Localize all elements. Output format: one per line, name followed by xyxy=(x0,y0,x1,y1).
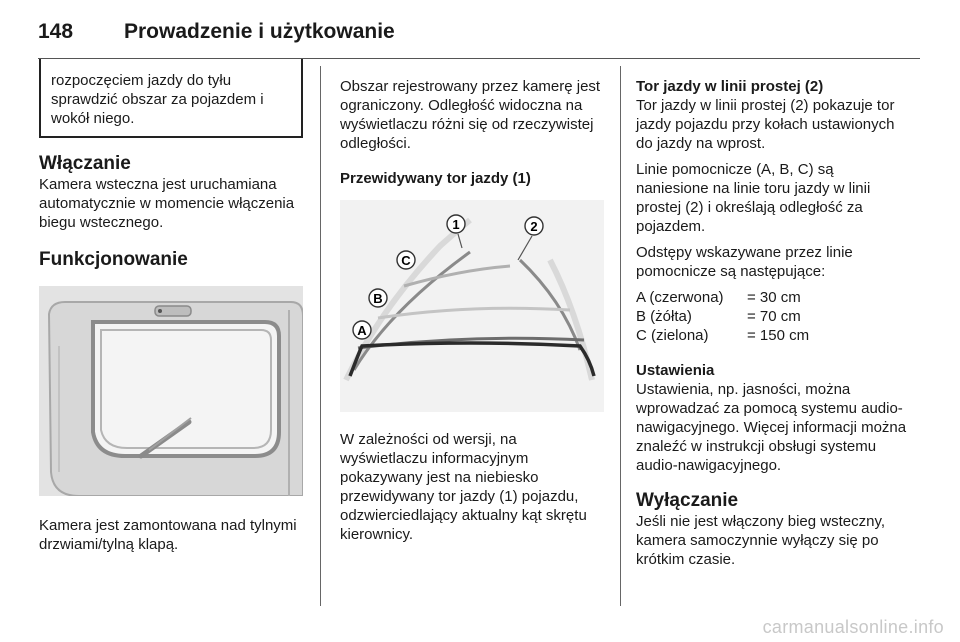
heading-predicted-path: Przewidywany tor jazdy (1) xyxy=(340,170,531,187)
page-header xyxy=(38,14,918,54)
distance-value: = 150 cm xyxy=(747,327,810,344)
settings-text: Ustawienia, np. jasności, można wprowadzać za pomocą systemu audio-nawigacyjnego. Więcej informacji można znaleźć w instrukcji obsługi systemu audio-nawigacyjnego. xyxy=(636,381,907,474)
heading-settings: Ustawienia xyxy=(636,362,715,379)
distance-row-a xyxy=(636,288,908,307)
column-middle xyxy=(340,77,608,551)
page-number: 148 xyxy=(38,20,74,43)
distance-label: A (czerwona) xyxy=(636,289,724,306)
column-right xyxy=(636,77,908,576)
label-1: 1 xyxy=(452,217,460,232)
heading-function: Funkcjonowanie xyxy=(39,249,188,270)
recorded-area-text: Obszar rejestrowany przez kamerę jest ograniczony. Odległość widoczna na wyświetlaczu różni się od rzeczywistej odległości. xyxy=(340,78,601,152)
caution-note-text: rozpoczęciem jazdy do tyłu sprawdzić obszar za pojazdem i wokół niego. xyxy=(51,72,264,127)
switch-off-text: Jeśli nie jest włączony bieg wsteczny, kamera samoczynnie wyłączy się po krótkim czasie. xyxy=(636,513,885,568)
distance-row-b xyxy=(636,307,908,326)
straight-path-text: Tor jazdy w linii prostej (2) pokazuje tor jazdy pojazdu przy kołach ustawionych do jazdy na wprost. xyxy=(636,97,895,152)
label-c: C xyxy=(401,253,411,268)
distance-label: C (zielona) xyxy=(636,327,709,344)
distances-table xyxy=(636,288,908,345)
label-2: 2 xyxy=(530,219,538,234)
distance-value: = 30 cm xyxy=(747,289,801,306)
distances-intro-text: Odstępy wskazywane przez linie pomocnicze są następujące: xyxy=(636,244,853,280)
camera-location-illustration xyxy=(39,286,303,496)
distance-label: B (żółta) xyxy=(636,308,692,325)
column-divider-2 xyxy=(620,66,621,606)
camera-caption: Kamera jest zamontowana nad tylnymi drzwiami/tylną klapą. xyxy=(39,517,297,553)
label-b: B xyxy=(373,291,383,306)
label-a: A xyxy=(357,323,367,338)
page-title: Prowadzenie i użytkowanie xyxy=(124,20,395,43)
distance-value: = 70 cm xyxy=(747,308,801,325)
column-divider-1 xyxy=(320,66,321,606)
guidelines-diagram xyxy=(340,200,604,412)
distance-row-c xyxy=(636,326,908,345)
switch-on-text: Kamera wsteczna jest uruchamiana automatycznie w momencie włączenia biegu wstecznego. xyxy=(39,176,295,231)
heading-straight-path: Tor jazdy w linii prostej (2) xyxy=(636,78,824,95)
guidelines-text: Linie pomocnicze (A, B, C) są naniesione na linie toru jazdy w linii prostej (2) i określają odległość za pojazdem. xyxy=(636,161,871,235)
heading-switch-off: Wyłączanie xyxy=(636,490,739,511)
column-left xyxy=(39,59,303,561)
watermark: carmanualsonline.info xyxy=(762,617,944,637)
predicted-path-text: W zależności od wersji, na wyświetlaczu informacyjnym pokazywany jest na niebiesko przewidywany tor jazdy (1) pojazdu, odzwierciedlający aktualny kąt skrętu kierownicy. xyxy=(340,431,587,543)
heading-switch-on: Włączanie xyxy=(39,153,131,174)
caution-note-box xyxy=(39,59,303,138)
